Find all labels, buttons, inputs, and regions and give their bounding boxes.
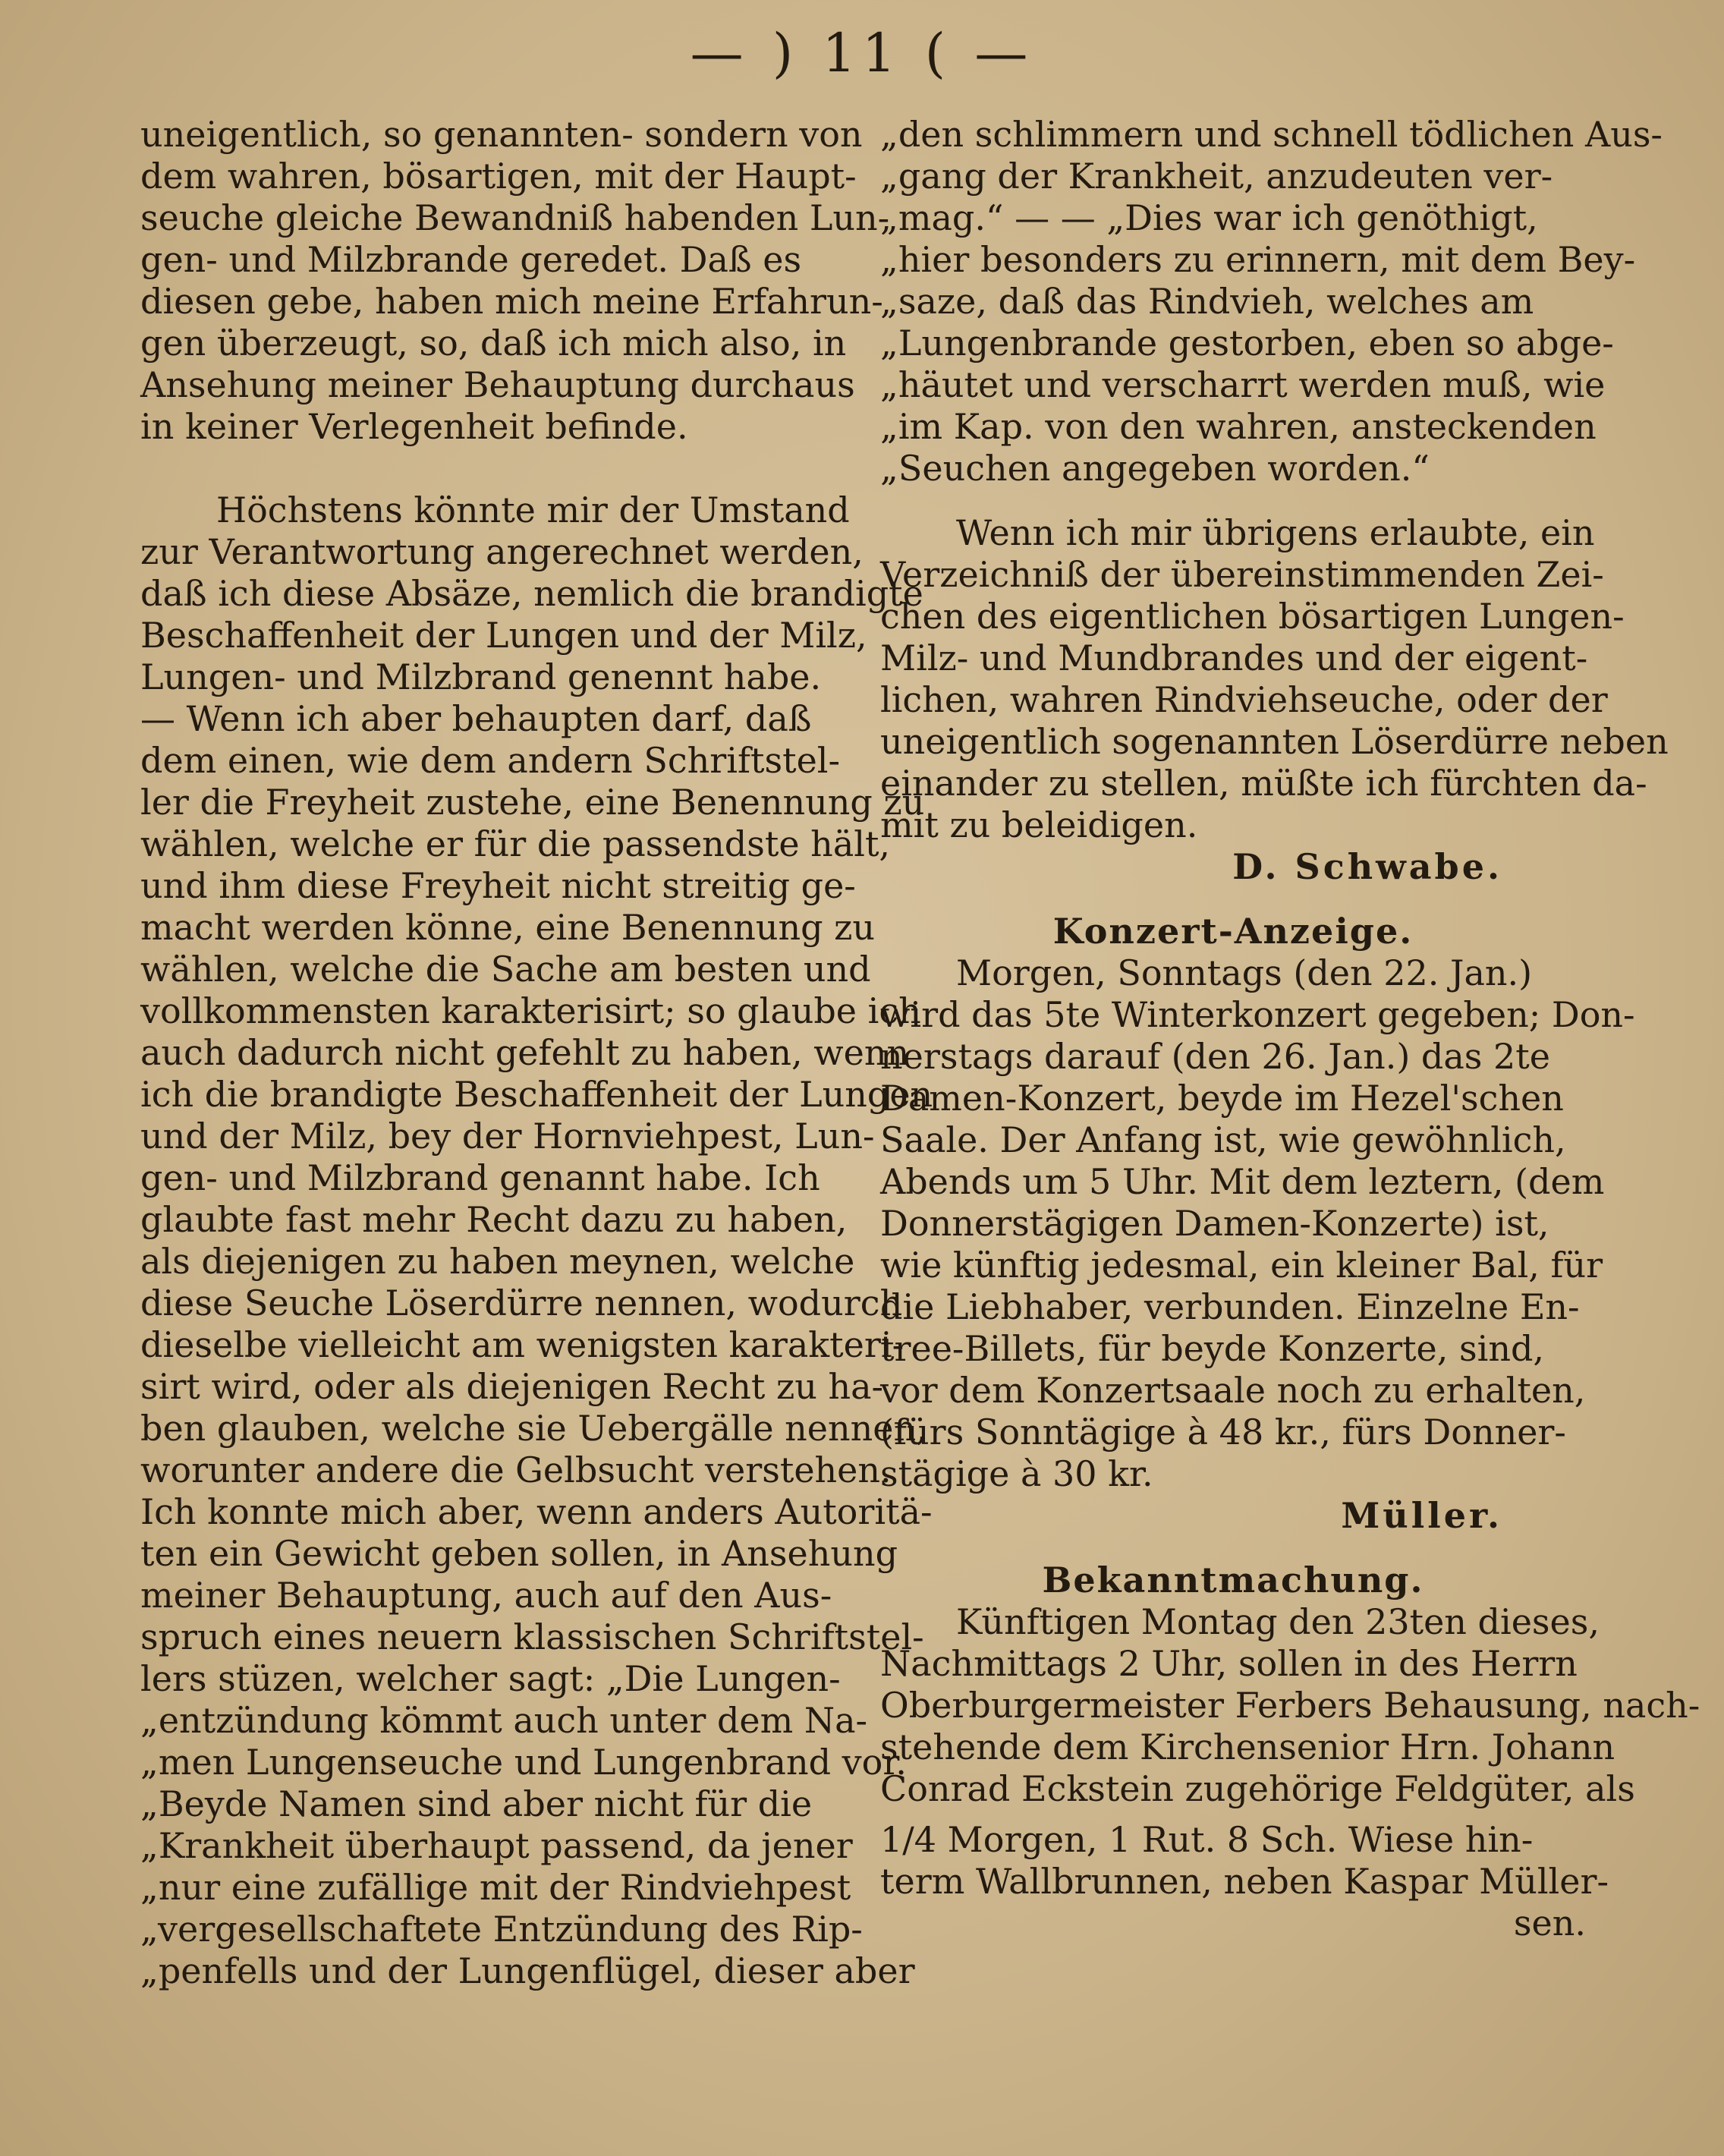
text-line: (fürs Sonntägige à 48 kr., fürs Donner- (880, 1412, 1566, 1453)
text-line: Oberburgermeister Ferbers Behausung, nach- (880, 1685, 1700, 1726)
paragraph-gap (140, 448, 854, 489)
text-line: lers stüzen, welcher sagt: „Die Lungen- (140, 1658, 841, 1699)
text-line: Conrad Eckstein zugehörige Feldgüter, als (880, 1768, 1635, 1809)
text-line: uneigentlich sogenannten Löserdürre neben (880, 721, 1669, 762)
quote-continuation (880, 114, 1663, 489)
text-line: „men Lungenseuche und Lungenbrand vor. (140, 1742, 907, 1783)
text-line: Beschaffenheit der Lungen und der Milz, (140, 615, 867, 656)
text-line: dem einen, wie dem andern Schriftstel- (140, 740, 841, 781)
concert-heading: Konzert-Anzeige. (1052, 911, 1414, 952)
text-line: „hier besonders zu erinnern, mit dem Bey- (880, 239, 1636, 280)
text-line: 1/4 Morgen, 1 Rut. 8 Sch. Wiese hin- (880, 1819, 1534, 1860)
text-line: — Wenn ich aber behaupten darf, daß (140, 698, 812, 739)
text-line: ben glauben, welche sie Uebergälle nennen, (140, 1408, 927, 1449)
text-line: wird das 5te Winterkonzert gegeben; Don- (880, 994, 1635, 1035)
text-line: als diejenigen zu haben meynen, welche (140, 1241, 855, 1282)
text-line: „penfells und der Lungenflügel, dieser aber (140, 1950, 915, 1991)
text-line: sen. (1513, 1903, 1586, 1944)
concert-announcement (880, 952, 1635, 1495)
section-gap (880, 1537, 1586, 1560)
text-line: chen des eigentlichen bösartigen Lungen- (880, 596, 1625, 637)
text-line: „saze, daß das Rindvieh, welches am (880, 281, 1534, 322)
text-line: dem wahren, bösartigen, mit der Haupt- (140, 156, 857, 197)
text-line: und ihm diese Freyheit nicht streitig ge- (140, 865, 856, 906)
text-line: Ich konnte mich aber, wenn anders Autoritä- (140, 1491, 933, 1532)
text-line: „mag.“ — — „Dies war ich genöthigt, (880, 197, 1538, 238)
notice-text (880, 1601, 1700, 1944)
text-line: Ansehung meiner Behauptung durchaus (140, 364, 855, 405)
text-line: „vergesellschaftete Entzündung des Rip- (140, 1909, 863, 1950)
text-line: spruch eines neuern klassischen Schriftstel- (140, 1616, 924, 1657)
text-line: Höchstens könnte mir der Umstand (216, 489, 850, 530)
text-line: „nur eine zufällige mit der Rindviehpest (140, 1867, 851, 1908)
text-line: sirt wird, oder als diejenigen Recht zu ha- (140, 1366, 884, 1407)
paragraph-gap (880, 489, 1586, 512)
text-line: „gang der Krankheit, anzudeuten ver- (880, 156, 1553, 197)
text-line: ten ein Gewicht geben sollen, in Ansehung (140, 1533, 898, 1574)
text-line: Wenn ich mir übrigens erlaubte, ein (956, 512, 1595, 553)
closing-paragraph (880, 512, 1669, 846)
text-line: Damen-Konzert, beyde im Hezel'schen (880, 1078, 1564, 1119)
text-line: ler die Freyheit zustehe, eine Benennung zu (140, 782, 925, 823)
text-line: „entzündung kömmt auch unter dem Na- (140, 1700, 868, 1741)
text-line: auch dadurch nicht gefehlt zu haben, wenn (140, 1032, 910, 1073)
text-line: „häutet und verscharrt werden muß, wie (880, 364, 1606, 405)
concert-signature: Müller. (1341, 1495, 1502, 1536)
text-line: die Liebhaber, verbunden. Einzelne En- (880, 1286, 1580, 1327)
text-line: Saale. Der Anfang ist, wie gewöhnlich, (880, 1119, 1566, 1160)
text-line: Künftigen Montag den 23ten dieses, (956, 1601, 1600, 1642)
text-line: dieselbe vielleicht am wenigsten karakteri- (140, 1324, 904, 1365)
text-line: und der Milz, bey der Hornviehpest, Lun- (140, 1116, 875, 1157)
text-line: mit zu beleidigen. (880, 804, 1198, 845)
text-line: diesen gebe, haben mich meine Erfahrun- (140, 281, 883, 322)
text-line: wählen, welche die Sache am besten und (140, 949, 871, 990)
text-line: vollkommensten karakterisirt; so glaube ich (140, 990, 921, 1031)
text-line: meiner Behauptung, auch auf den Aus- (140, 1575, 832, 1616)
right-column (880, 114, 1700, 1944)
text-line: „den schlimmern und schnell tödlichen Aus- (880, 114, 1663, 155)
text-line: tree-Billets, für beyde Konzerte, sind, (880, 1328, 1545, 1369)
text-line: wählen, welche er für die passendste hält, (140, 823, 891, 864)
text-line: diese Seuche Löserdürre nennen, wodurch (140, 1283, 903, 1324)
text-line: glaubte fast mehr Recht dazu zu haben, (140, 1199, 848, 1240)
text-line: stehende dem Kirchensenior Hrn. Johann (880, 1726, 1615, 1767)
text-line: Abends um 5 Uhr. Mit dem leztern, (dem (880, 1161, 1605, 1202)
text-line: „Krankheit überhaupt passend, da jener (140, 1825, 853, 1866)
text-line: „Seuchen angegeben worden.“ (880, 448, 1430, 489)
left-column (140, 114, 933, 1992)
text-line: vor dem Konzertsaale noch zu erhalten, (880, 1370, 1586, 1411)
text-line: einander zu stellen, müßte ich fürchten da- (880, 763, 1647, 804)
text-line: nerstags darauf (den 26. Jan.) das 2te (880, 1036, 1550, 1077)
left-column-text (140, 114, 890, 448)
left-column-paragraph-2 (140, 489, 933, 1992)
text-line: Verzeichniß der übereinstimmenden Zei- (880, 554, 1604, 595)
text-line: stägige à 30 kr. (880, 1453, 1153, 1494)
text-line: gen überzeugt, so, daß ich mich also, in (140, 323, 847, 364)
text-line: wie künftig jedesmal, ein kleiner Bal, für (880, 1245, 1603, 1286)
text-line: zur Verantwortung angerechnet werden, (140, 531, 864, 572)
text-line: ich die brandigte Beschaffenheit der Lungen (140, 1074, 933, 1115)
text-line: macht werden könne, eine Benennung zu (140, 907, 876, 948)
text-line: Lungen- und Milzbrand genennt habe. (140, 656, 822, 697)
text-line: daß ich diese Absäze, nemlich die brandigte (140, 573, 923, 614)
text-line: „im Kap. von den wahren, ansteckenden (880, 406, 1597, 447)
text-line: seuche gleiche Bewandniß habenden Lun- (140, 197, 890, 238)
text-line: uneigentlich, so genannten- sondern von (140, 114, 863, 155)
text-line: term Wallbrunnen, neben Kaspar Müller- (880, 1861, 1609, 1902)
text-line: lichen, wahren Rindviehseuche, oder der (880, 679, 1608, 720)
text-line: worunter andere die Gelbsucht verstehen. (140, 1449, 892, 1490)
notice-heading: Bekanntmachung. (1042, 1560, 1424, 1600)
author-signature: D. Schwabe. (1232, 846, 1502, 887)
text-line: Donnerstägigen Damen-Konzerte) ist, (880, 1203, 1549, 1244)
section-gap (880, 888, 1586, 911)
text-line: „Beyde Namen sind aber nicht für die (140, 1783, 813, 1824)
text-line: gen- und Milzbrand genannt habe. Ich (140, 1157, 820, 1198)
text-line: Morgen, Sonntags (den 22. Jan.) (956, 952, 1533, 993)
text-line: in keiner Verlegenheit befinde. (140, 406, 688, 447)
text-line: Nachmittags 2 Uhr, sollen in des Herrn (880, 1643, 1578, 1684)
text-line: „Lungenbrande gestorben, eben so abge- (880, 323, 1614, 364)
text-line: gen- und Milzbrande geredet. Daß es (140, 239, 802, 280)
text-line: Milz- und Mundbrandes und der eigent- (880, 637, 1588, 678)
page-number-header: — ) 11 ( — (690, 22, 1034, 84)
